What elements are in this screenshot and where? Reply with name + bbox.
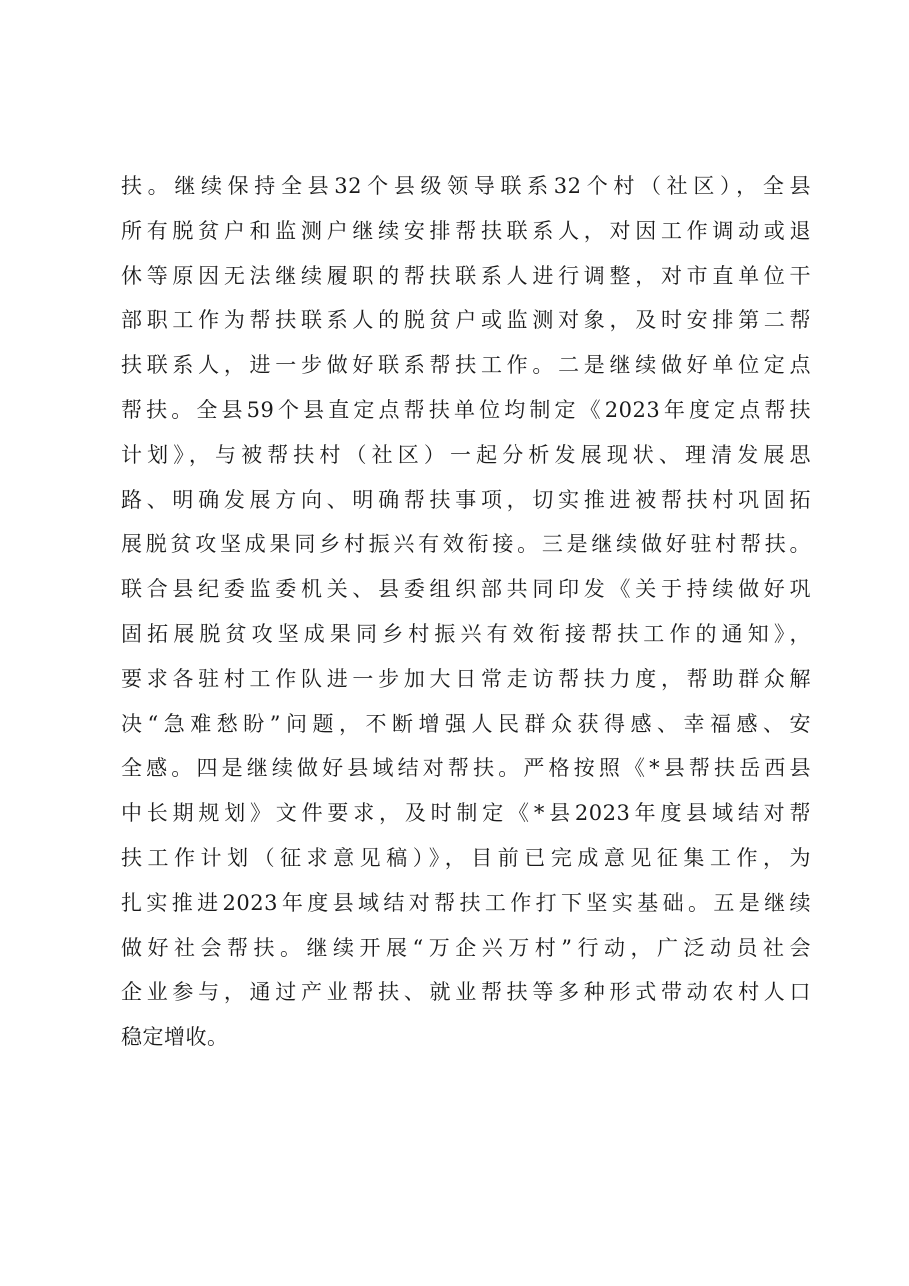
text-line: 决“急难愁盼”问题，不断增强人民群众获得感、幸福感、安: [121, 711, 811, 736]
text-line: 扶工作计划（征求意见稿）》，目前已完成意见征集工作，为: [121, 845, 811, 870]
text-line: 做好社会帮扶。继续开展“万企兴万村”行动，广泛动员社会: [121, 935, 811, 960]
text-line: 扶。继续保持全县32个县级领导联系32个村（社区），全县: [121, 174, 811, 198]
text-line: 部职工作为帮扶联系人的脱贫户或监测对象，及时安排第二帮: [121, 308, 811, 333]
text-line: 扎实推进2023年度县域结对帮扶工作打下坚实基础。五是继续: [121, 890, 811, 915]
text-line: 所有脱贫户和监测户继续安排帮扶联系人，对因工作调动或退: [121, 218, 811, 243]
text-line: 扶联系人，进一步做好联系帮扶工作。二是继续做好单位定点: [121, 353, 811, 378]
text-line: 稳定增收。: [121, 1025, 229, 1050]
text-line: 全感。四是继续做好县域结对帮扶。严格按照《*县帮扶岳西县: [121, 756, 811, 781]
text-line: 展脱贫攻坚成果同乡村振兴有效衔接。三是继续做好驻村帮扶。: [121, 532, 811, 557]
text-line: 联合县纪委监委机关、县委组织部共同印发《关于持续做好巩: [121, 577, 811, 602]
body-paragraph: [121, 164, 811, 1060]
text-line: 帮扶。全县59个县直定点帮扶单位均制定《2023年度定点帮扶: [121, 397, 811, 422]
text-line: 企业参与，通过产业帮扶、就业帮扶等多种形式带动农村人口: [121, 980, 811, 1005]
text-line: 固拓展脱贫攻坚成果同乡村振兴有效衔接帮扶工作的通知》，: [121, 621, 811, 646]
text-line: 休等原因无法继续履职的帮扶联系人进行调整，对市直单位干: [121, 263, 811, 288]
text-line: 计划》，与被帮扶村（社区）一起分析发展现状、理清发展思: [121, 442, 811, 467]
text-line: 路、明确发展方向、明确帮扶事项，切实推进被帮扶村巩固拓: [121, 487, 811, 512]
text-line: 中长期规划》文件要求，及时制定《*县2023年度县域结对帮: [121, 801, 811, 826]
text-line: 要求各驻村工作队进一步加大日常走访帮扶力度，帮助群众解: [121, 666, 811, 691]
